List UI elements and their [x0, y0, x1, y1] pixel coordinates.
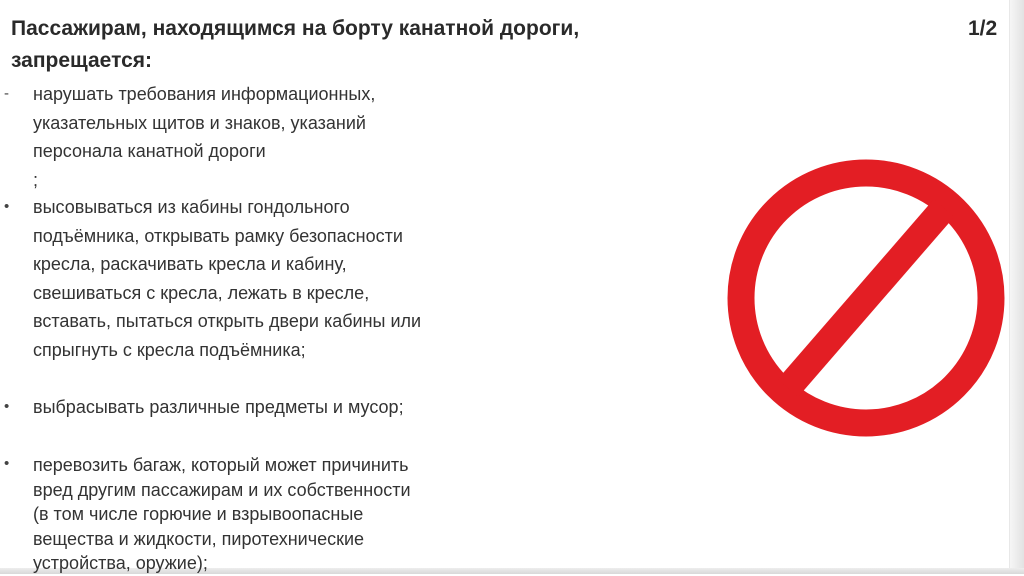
- page-number: 1/2: [968, 17, 998, 40]
- prohibition-sign-icon: [723, 155, 1009, 441]
- list-item-text: перевозить багаж, который может причинить вред другим пассажирам и их собственности (в том числе горючие и взрывоопасные вещества и жидкости, пиротехнические устройства, оружие);: [33, 455, 411, 573]
- list-item-text: нарушать требования информационных, указательных щитов и знаков, указаний персонала канатной дороги ;: [33, 84, 376, 190]
- list-item-text: выбрасывать различные предметы и мусор;: [33, 397, 404, 417]
- bullet-marker: •: [4, 455, 10, 472]
- bullet-marker: •: [4, 398, 10, 415]
- slide-right-edge: [1009, 0, 1024, 574]
- bullet-marker: •: [4, 198, 10, 215]
- slide-title: Пассажирам, находящимся на борту канатной дороги, запрещается:: [11, 17, 580, 72]
- list-item-text: высовываться из кабины гондольного подъёмника, открывать рамку безопасности кресла, раскачивать кресла и кабину, свешиваться с кресла, лежать в кресле, вставать, пытаться открыть двери кабины или спрыгнуть с кресла подъёмника;: [33, 197, 422, 360]
- bullet-marker: -: [4, 85, 9, 102]
